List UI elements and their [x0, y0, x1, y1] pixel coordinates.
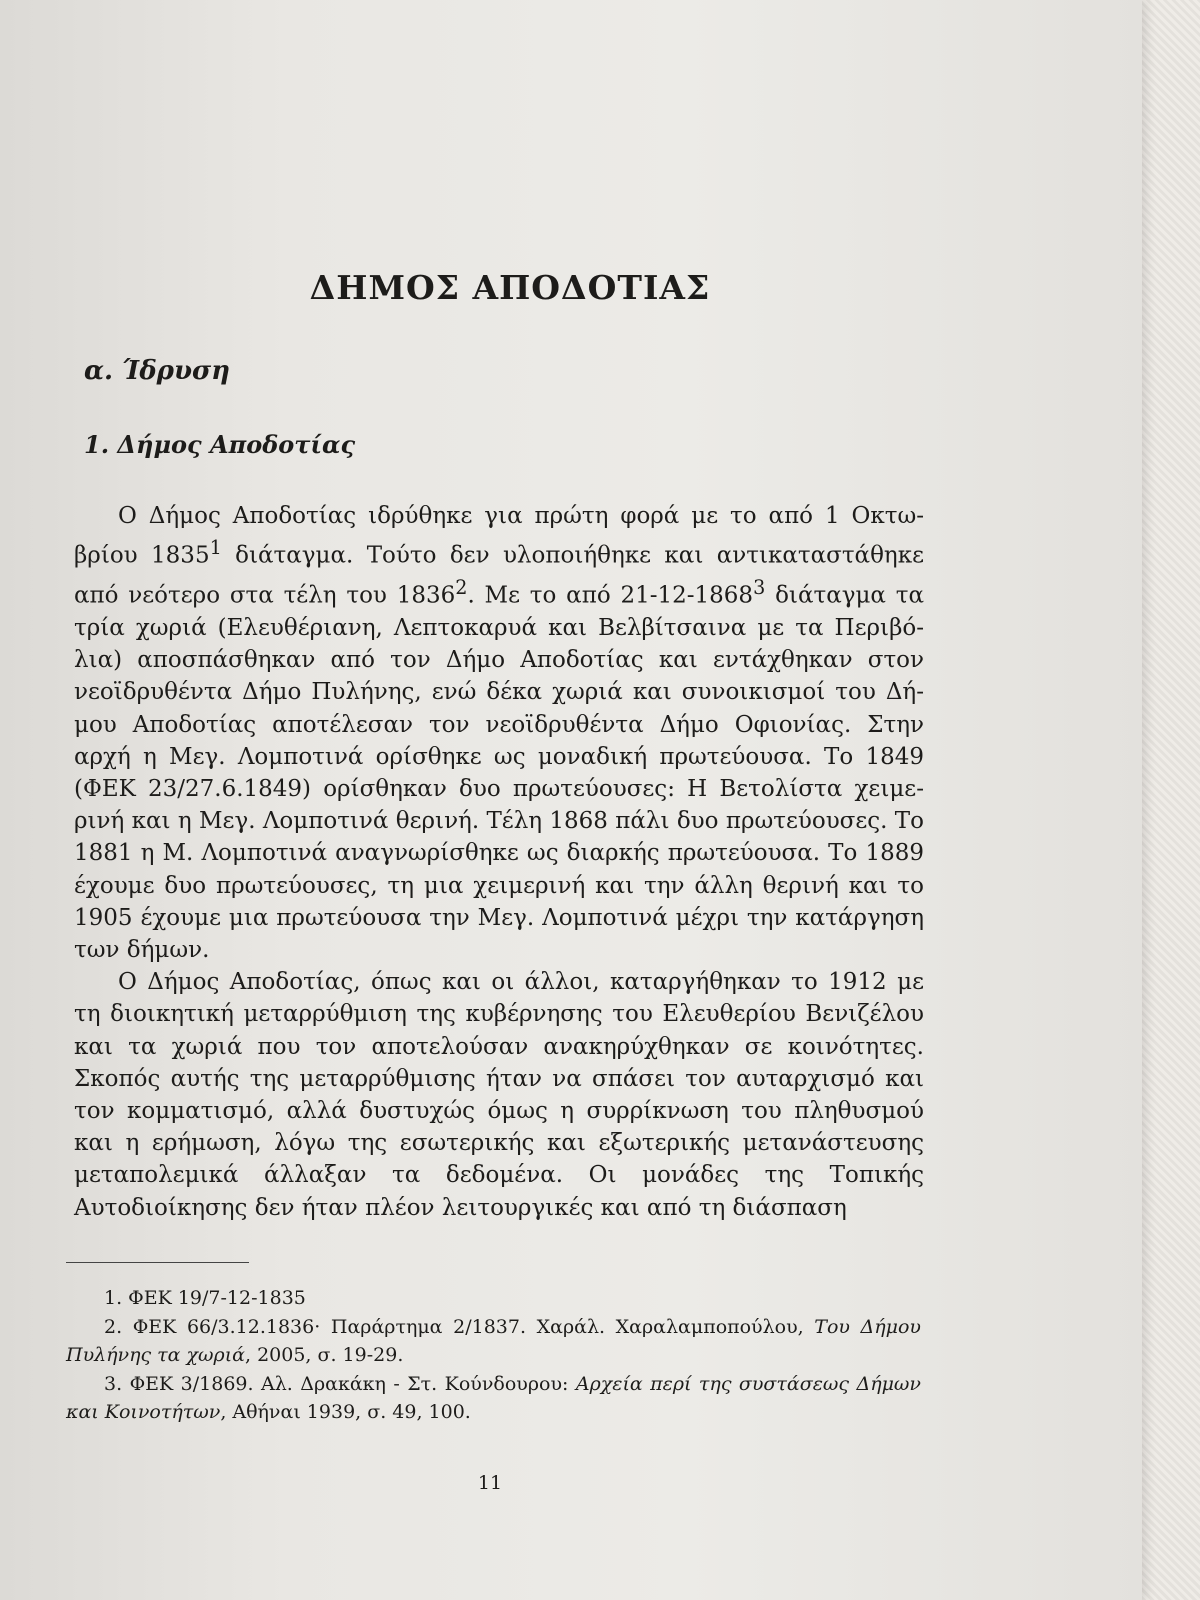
page-number: 11 [477, 1472, 503, 1494]
footnote-text: 3. ΦΕΚ 3/1869. Αλ. Δρακάκη - Στ. Κούνδουρου: [104, 1372, 576, 1395]
page-title: ΔΗΜΟΣ ΑΠΟΔΟΤΙΑΣ [309, 268, 711, 307]
text-run: Ο Δήμος Αποδοτίας, όπως και οι άλλοι, καταργήθηκαν το 1912 με τη διοικητική μεταρρύθμιση της κυβέρνησης του Ελευθερίου Βενιζέλου και τα χωριά που τον αποτελούσαν ανακηρύχθηκαν σε κοινότητες. Σκοπός αυτής της μεταρρύθμισης ήταν να σπάσει τον αυταρχισμό και τον κομματισμό, αλλά δυστυχώς όμως η συρρίκνωση του πληθυσμού και η ερήμωση, λόγω της εσωτερικής και εξωτερικής μετανάστευσης μεταπολεμικά άλλαξαν τα δεδομένα. Οι μονάδες της Τοπικής Αυτοδιοίκησης δεν ήταν πλέον λειτουργικές και από τη διάσπαση [74, 969, 924, 1221]
background-surface [1142, 0, 1200, 1600]
footnotes [66, 1284, 921, 1427]
footnote-ref: 3 [753, 576, 766, 600]
text-run: . Με το από 21-12-1868 [467, 582, 754, 609]
footnote-text: , Αθήναι 1939, σ. 49, 100. [220, 1401, 471, 1423]
footnote-text: 2. ΦΕΚ 66/3.12.1836· Παράρτημα 2/1837. Χαράλ. Χαραλαμποπούλου, [104, 1315, 815, 1338]
footnote-ref: 2 [455, 576, 468, 600]
footnote [66, 1284, 921, 1313]
footnote [66, 1313, 921, 1370]
paragraph [74, 966, 924, 1224]
footnote [66, 1370, 921, 1427]
footnote-ref: 1 [209, 536, 222, 560]
section-heading: α. Ίδρυση [84, 356, 231, 386]
subsection-heading: 1. Δήμος Αποδοτίας [84, 430, 356, 459]
footnote-divider [66, 1262, 249, 1263]
footnote-book-title: Του Δήμου Πυλήνης τα χωριά [66, 1315, 921, 1366]
text-run: διάταγμα. Τούτο δεν υλοποιήθηκε και αντικαταστάθηκε από νεότερο στα τέλη του 1836 [74, 542, 924, 609]
text-run: διάταγμα τα τρία χωριά (Ελευθέριανη, Λεπτοκαρυά και Βελβίτσαινα με τα Περιβόλια) αποσπάσθηκαν από τον Δήμο Αποδοτίας και εντάχθηκαν στον νεοϊδρυθέντα Δήμο Πυλήνης, ενώ δέκα χωριά και συνοικισμοί του Δήμου Αποδοτίας αποτέλεσαν τον νεοϊδρυθέντα Δήμο Οφιονίας. Στην αρχή η Μεγ. Λομποτινά ορίσθηκε ως μοναδική πρωτεύουσα. Το 1849 (ΦΕΚ 23/27.6.1849) ορίσθηκαν δυο πρωτεύουσες: Η Βετολίστα χειμερινή και η Μεγ. Λομποτινά θερινή. Τέλη 1868 πάλι δυο πρωτεύουσες. Το 1881 η Μ. Λομποτινά αναγνωρίσθηκε ως διαρκής πρωτεύουσα. Το 1889 έχουμε δυο πρωτεύουσες, τη μια χειμερινή και την άλλη θερινή και το 1905 έχουμε μια πρωτεύουσα την Μεγ. Λομποτινά μέχρι την κατάργηση των δήμων. [74, 582, 924, 963]
paragraph [74, 500, 924, 966]
text-run: Ο Δήμος Αποδοτίας ιδρύθηκε για πρώτη φορά με το από 1 Οκτωβρίου 1835 [74, 503, 924, 569]
footnote-text: , 2005, σ. 19-29. [245, 1344, 404, 1366]
body-text [74, 500, 924, 1224]
footnote-book-title: Αρχεία περί της συστάσεως Δήμων και Κοινοτήτων [66, 1372, 921, 1423]
footnote-text: 1. ΦΕΚ 19/7-12-1835 [104, 1287, 306, 1309]
